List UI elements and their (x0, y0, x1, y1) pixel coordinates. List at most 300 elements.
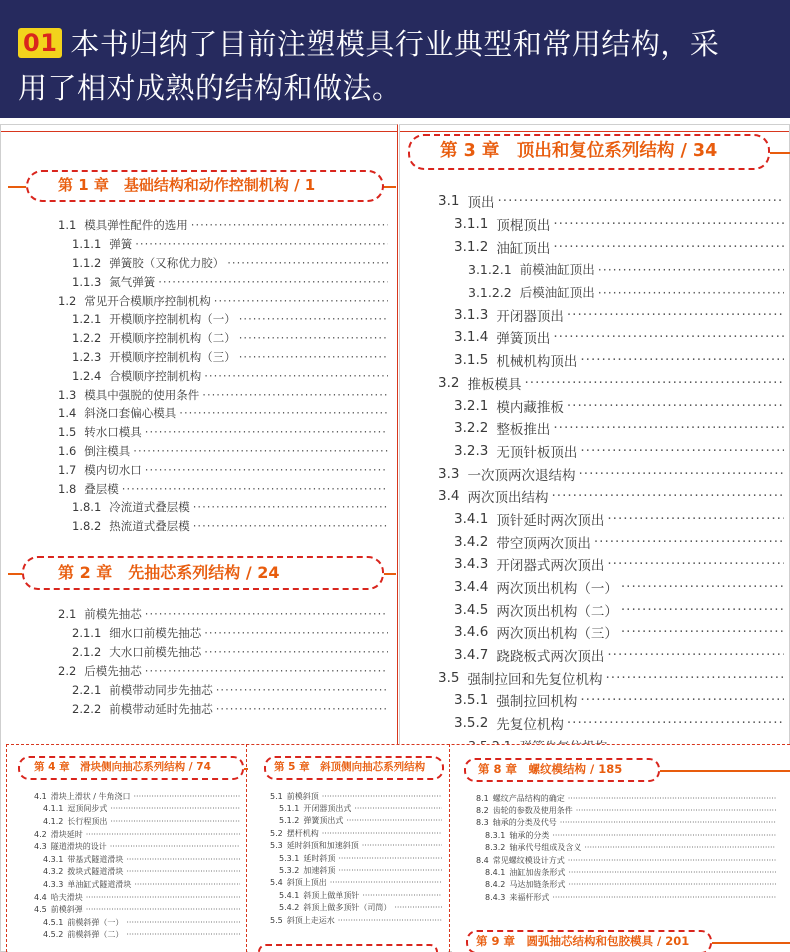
toc-leader-dots (621, 602, 784, 618)
toc-entry-number: 2.1.2 (72, 644, 102, 659)
toc-entry (58, 235, 388, 254)
toc-leader-dots (607, 647, 784, 663)
toc-entry-title: 滑块上滑状 / 牛角浇口 (50, 791, 131, 801)
toc-entry-title: 前模油缸顶出 (519, 262, 595, 278)
banner-line-2: 用了相对成熟的结构和做法。 (18, 71, 402, 105)
toc-leader-dots (568, 868, 776, 877)
banner-text-1: 本书归纳了目前注塑模具行业典型和常用结构，采 (70, 27, 720, 61)
toc-entry-number: 3.3 (438, 465, 460, 482)
toc-entry (58, 404, 388, 423)
chapter-5-heading: 第 5 章 斜顶侧向抽芯系列结构 (264, 756, 444, 780)
toc-entry-number: 5.4.1 (279, 890, 300, 900)
toc-entry-title: 摆杆机构 (286, 828, 319, 838)
toc-leader-dots (191, 218, 388, 232)
toc-entry-title: 带基式隧道滑块 (67, 854, 124, 864)
toc-entry-title: 延时斜顶 (303, 853, 336, 863)
toc-entry-title: 跷跷板式两次顶出 (496, 649, 605, 666)
toc-leader-dots (214, 294, 388, 308)
toc-entry-number: 5.1.2 (279, 816, 300, 826)
toc-entry-title: 开模顺序控制机构（三） (109, 349, 236, 364)
toc-leader-dots (580, 443, 784, 459)
toc-entry-number: 3.1.3 (454, 306, 489, 323)
toc-entry-number: 1.2.3 (72, 349, 102, 364)
toc-entry-title: 叠层模 (84, 481, 119, 496)
toc-leader-dots (553, 216, 784, 232)
toc-entry (34, 866, 240, 879)
toc-entry-title: 整板推出 (496, 422, 551, 439)
toc-entry-title: 开模顺序控制机构（二） (109, 331, 236, 346)
toc-leader-dots (552, 831, 776, 840)
toc-leader-dots (134, 880, 240, 889)
bottom-divider (6, 744, 790, 745)
page-divider (246, 744, 247, 952)
toc-entry-title: 顶针延时两次顶出 (496, 512, 605, 529)
banner-line-1 (18, 22, 772, 66)
toc-entry (476, 866, 776, 878)
toc-entry (438, 462, 784, 485)
toc-entry-title: 无顶针板顶出 (496, 444, 578, 461)
toc-entry-title: 冷流道式叠层模 (109, 500, 190, 515)
toc-entry-number: 4.5.1 (43, 917, 64, 927)
toc-leader-dots (227, 256, 388, 270)
toc-entry (476, 804, 776, 816)
toc-entry (476, 792, 776, 804)
toc-leader-dots (568, 794, 776, 803)
toc-entry-title: 齿轮的参数及使用条件 (492, 806, 573, 816)
toc-entry-title: 前模斜弹（一） (67, 917, 124, 927)
toc-leader-dots (560, 818, 776, 827)
toc-entry (34, 803, 240, 816)
toc-leader-dots (179, 406, 388, 420)
toc-entry-title: 加速斜顶 (303, 866, 336, 876)
toc-entry-title: 模内藏推板 (496, 399, 564, 416)
toc-entry (438, 258, 784, 281)
chapter-2-toc (58, 604, 388, 718)
toc-entry-title: 隧道滑块的设计 (50, 842, 107, 852)
toc-entry-number: 8.4.1 (485, 868, 506, 878)
chapter-4-heading: 第 4 章 滑块侧向抽芯系列结构 / 74 (18, 756, 244, 780)
toc-leader-dots (126, 918, 240, 927)
toc-entry-title: 模具中强脱的使用条件 (84, 387, 200, 402)
toc-entry (58, 680, 388, 699)
toc-entry-title: 顶出 (467, 195, 495, 212)
toc-entry-title: 油缸顶出 (496, 240, 551, 257)
toc-leader-dots (239, 350, 388, 364)
toc-entry (438, 349, 784, 372)
toc-entry-number: 3.4.4 (454, 579, 489, 596)
toc-entry-number: 3.1.5 (454, 352, 489, 369)
toc-entry-title: 大水口前模先抽芯 (109, 644, 202, 659)
toc-entry-title: 前模先抽芯 (84, 606, 142, 621)
toc-entry-title: 前模斜弹 (50, 905, 83, 915)
toc-leader-dots (354, 804, 442, 813)
chapter-8-toc (476, 792, 776, 904)
toc-entry-title: 两次顶出机构（二） (496, 603, 618, 620)
toc-entry-title: 一次顶两次退结构 (467, 467, 576, 484)
toc-entry-title: 两次顶出结构 (467, 490, 549, 507)
toc-entry-number: 1.1.3 (72, 274, 102, 289)
toc-entry-number: 4.5 (34, 905, 47, 915)
toc-entry-title: 前模带动延时先抽芯 (109, 701, 213, 716)
toc-entry-number: 1.8 (58, 481, 77, 496)
toc-entry-title: 斜顶上顶出 (286, 878, 327, 888)
toc-entry-title: 合模顺序控制机构 (109, 368, 202, 383)
toc-entry-number: 1.6 (58, 443, 77, 458)
toc-leader-dots (607, 556, 784, 572)
toc-entry (270, 840, 442, 852)
toc-entry-number: 1.2.4 (72, 368, 102, 383)
toc-entry (438, 644, 784, 667)
chapter-rule (712, 942, 790, 944)
toc-entry-title: 强制拉回和先复位机构 (467, 671, 603, 688)
toc-entry-title: 弹簧顶出 (496, 331, 551, 348)
toc-entry (438, 485, 784, 508)
toc-entry (438, 303, 784, 326)
toc-entry (270, 877, 442, 889)
toc-entry-title: 来福杆形式 (509, 892, 550, 902)
toc-entry-title: 轴承的分类 (509, 830, 550, 840)
toc-leader-dots (145, 664, 388, 678)
toc-entry-title: 轴承代号组成及含义 (509, 843, 582, 853)
toc-entry-number: 5.4 (270, 878, 283, 888)
toc-entry-title: 前模斜顶 (286, 791, 319, 801)
toc-leader-dots (621, 579, 784, 595)
toc-entry-number: 4.3.1 (43, 854, 64, 864)
chapter-3-heading: 第 3 章 顶出和复位系列结构 / 34 (408, 134, 770, 170)
toc-entry-title: 马达加链条形式 (509, 880, 566, 890)
toc-entry-title: 两次顶出机构（一） (496, 581, 618, 598)
toc-leader-dots (135, 237, 388, 251)
toc-entry (270, 914, 442, 926)
toc-entry (58, 661, 388, 680)
toc-entry (58, 348, 388, 367)
toc-entry-title: 哈夫滑块 (50, 892, 83, 902)
toc-entry (438, 281, 784, 304)
toc-leader-dots (584, 843, 776, 852)
toc-entry (438, 190, 784, 213)
toc-leader-dots (204, 369, 388, 383)
toc-leader-dots (524, 375, 784, 391)
chapter-9-heading: 第 9 章 圆弧抽芯结构和包胶模具 / 201 (466, 930, 712, 952)
toc-entry (34, 903, 240, 916)
toc-leader-dots (553, 329, 784, 345)
toc-entry-number: 3.5.1 (454, 692, 489, 709)
toc-entry (58, 479, 388, 498)
toc-entry-title: 前模带动同步先抽芯 (109, 682, 213, 697)
toc-leader-dots (598, 262, 784, 277)
toc-leader-dots (239, 331, 388, 345)
toc-entry-title: 常见螺纹模设计方式 (492, 855, 565, 865)
toc-leader-dots (193, 519, 388, 533)
chapter-rule (770, 152, 790, 154)
toc-entry-number: 3.1.4 (454, 329, 489, 346)
toc-entry-number: 8.4 (476, 855, 489, 865)
toc-entry (438, 689, 784, 712)
chapter-5-toc (270, 790, 442, 926)
toc-entry (58, 623, 388, 642)
toc-leader-dots (202, 388, 388, 402)
toc-entry-number: 1.2.2 (72, 331, 102, 346)
toc-entry-title: 热流道式叠层模 (109, 519, 190, 534)
toc-entry-number: 5.5 (270, 915, 283, 925)
toc-entry (270, 827, 442, 839)
toc-leader-dots (110, 804, 240, 813)
toc-entry (34, 853, 240, 866)
toc-entry-number: 3.4.5 (454, 601, 489, 618)
toc-leader-dots (580, 352, 784, 368)
toc-leader-dots (338, 854, 442, 863)
toc-entry-number: 3.2 (438, 374, 460, 391)
toc-entry (270, 889, 442, 901)
toc-leader-dots (576, 806, 776, 815)
toc-entry-title: 油缸加齿条形式 (509, 868, 566, 878)
toc-entry-number: 8.2 (476, 806, 489, 816)
toc-entry (58, 498, 388, 517)
toc-entry-number: 3.1.1 (454, 216, 489, 233)
header-banner (0, 0, 790, 118)
toc-entry-number: 2.2.1 (72, 682, 102, 697)
toc-entry-number: 2.1.1 (72, 625, 102, 640)
toc-entry-number: 3.2.1 (454, 397, 489, 414)
toc-leader-dots (86, 830, 240, 839)
toc-entry-number: 3.1.2.1 (468, 261, 512, 277)
toc-entry-title: 弹簧顶出式 (303, 816, 344, 826)
toc-entry-title: 开闭器顶出式 (303, 804, 352, 814)
toc-entry-number: 1.2 (58, 293, 77, 308)
toc-entry-title: 螺纹产品结构的确定 (492, 793, 565, 803)
toc-leader-dots (216, 683, 388, 697)
page-divider (6, 744, 7, 952)
toc-entry (34, 815, 240, 828)
toc-entry (34, 840, 240, 853)
toc-entry-number: 3.1.2 (454, 238, 489, 255)
toc-entry (438, 372, 784, 395)
toc-entry-title: 带空顶两次顶出 (496, 535, 591, 552)
toc-leader-dots (578, 466, 784, 482)
chapter-4-toc (34, 790, 240, 941)
toc-entry-title: 后模油缸顶出 (519, 285, 595, 301)
chapter-8-heading: 第 8 章 螺纹模结构 / 185 (464, 758, 660, 782)
toc-entry (58, 272, 388, 291)
chapter-1-toc (58, 216, 388, 536)
toc-entry-title: 模内切水口 (84, 462, 142, 477)
toc-entry (438, 417, 784, 440)
toc-entry (58, 517, 388, 536)
toc-entry (34, 891, 240, 904)
toc-entry-title: 前模斜弹（二） (67, 930, 124, 940)
toc-entry (438, 213, 784, 236)
toc-leader-dots (86, 893, 240, 902)
toc-entry-number: 4.1.2 (43, 816, 64, 826)
toc-leader-dots (145, 425, 388, 439)
toc-entry (438, 576, 784, 599)
toc-leader-dots (330, 878, 442, 887)
toc-entry-number: 3.4.1 (454, 510, 489, 527)
toc-entry-number: 5.1.1 (279, 804, 300, 814)
toc-entry (58, 423, 388, 442)
toc-entry-number: 8.3.1 (485, 830, 506, 840)
toc-leader-dots (86, 905, 240, 914)
toc-entry-number: 4.4 (34, 892, 47, 902)
toc-entry-number: 1.8.2 (72, 519, 102, 534)
toc-entry (58, 310, 388, 329)
toc-entry (58, 216, 388, 235)
toc-entry (476, 829, 776, 841)
toc-entry-number: 1.8.1 (72, 500, 102, 515)
toc-leader-dots (567, 307, 784, 323)
toc-entry-title: 两次顶出机构（三） (496, 626, 618, 643)
toc-entry-number: 3.5.2 (454, 715, 489, 732)
toc-entry-number: 1.7 (58, 462, 77, 477)
toc-leader-dots (145, 463, 388, 477)
toc-entry-title: 弹簧胶（又称优力胶） (109, 255, 225, 270)
toc-entry-number: 3.4.2 (454, 533, 489, 550)
toc-entry-number: 4.1.1 (43, 804, 64, 814)
toc-leader-dots (346, 816, 442, 825)
toc-entry-number: 3.4 (438, 488, 460, 505)
toc-entry-number: 5.4.2 (279, 903, 300, 913)
toc-entry (34, 929, 240, 942)
toc-entry-number: 2.2 (58, 663, 77, 678)
toc-entry-number: 3.1 (438, 193, 460, 210)
toc-entry-title: 后模先抽芯 (84, 663, 142, 678)
toc-entry (476, 817, 776, 829)
toc-entry-title: 弹簧 (109, 237, 133, 252)
toc-leader-dots (338, 866, 442, 875)
toc-entry-title: 细水口前模先抽芯 (109, 625, 202, 640)
toc-entry-title: 开闭器顶出 (496, 308, 564, 325)
toc-entry-title: 模具弹性配件的选用 (84, 218, 188, 233)
toc-entry-number: 1.5 (58, 425, 77, 440)
toc-entry-number: 8.3 (476, 818, 489, 828)
toc-leader-dots (394, 903, 442, 912)
toc-leader-dots (598, 285, 784, 300)
toc-entry-title: 先复位机构 (496, 717, 564, 734)
toc-leader-dots (110, 817, 240, 826)
toc-entry (438, 326, 784, 349)
toc-entry (58, 442, 388, 461)
toc-entry (438, 530, 784, 553)
toc-entry-number: 3.2.3 (454, 442, 489, 459)
toc-entry-number: 3.4.3 (454, 556, 489, 573)
toc-entry-number: 4.2 (34, 829, 47, 839)
toc-entry-title: 拨块式隧道滑块 (67, 867, 124, 877)
toc-entry (476, 879, 776, 891)
toc-entry (270, 852, 442, 864)
page-top-border (400, 131, 789, 132)
toc-entry-number: 4.1 (34, 791, 47, 801)
chapter-6-heading-clipped (258, 944, 438, 952)
toc-leader-dots (134, 792, 240, 801)
toc-leader-dots (552, 893, 776, 902)
toc-entry-number: 1.1 (58, 218, 77, 233)
chapter-rule (660, 770, 790, 772)
chapter-rule (244, 768, 248, 770)
toc-entry-title: 斜顶上做单顶针 (303, 890, 360, 900)
toc-entry (58, 254, 388, 273)
toc-entry-number: 5.3.1 (279, 853, 300, 863)
toc-entry-number: 3.4.7 (454, 647, 489, 664)
toc-entry-title: 开闭器式两次顶出 (496, 558, 605, 575)
toc-entry-number: 2.2.2 (72, 701, 102, 716)
toc-entry-title: 强制拉回机构 (496, 694, 578, 711)
toc-entry-number: 8.4.2 (485, 880, 506, 890)
toc-entry-title: 滑块延时 (50, 829, 83, 839)
toc-leader-dots (362, 891, 442, 900)
toc-entry (34, 790, 240, 803)
toc-entry (438, 394, 784, 417)
toc-leader-dots (497, 193, 784, 209)
toc-entry (270, 790, 442, 802)
toc-leader-dots (110, 842, 240, 851)
chapter-2-heading: 第 2 章 先抽芯系列结构 / 24 (22, 556, 384, 590)
toc-entry-number: 3.5 (438, 669, 460, 686)
toc-entry-number: 1.2.1 (72, 312, 102, 327)
toc-entry-title: 转水口模具 (84, 425, 142, 440)
toc-entry-number: 8.1 (476, 793, 489, 803)
toc-entry-title: 长行程顶出 (67, 816, 108, 826)
toc-entry (476, 842, 776, 854)
toc-leader-dots (126, 855, 240, 864)
toc-entry-title: 顶棍顶出 (496, 218, 551, 235)
toc-leader-dots (553, 239, 784, 255)
toc-leader-dots (567, 715, 784, 731)
toc-entry-title: 斜浇口套偏心模具 (84, 406, 177, 421)
toc-entry-title: 机械机构顶出 (496, 354, 578, 371)
toc-leader-dots (193, 500, 388, 514)
toc-leader-dots (204, 626, 388, 640)
toc-leader-dots (607, 511, 784, 527)
toc-entry-number: 1.4 (58, 406, 77, 421)
toc-entry-number: 5.1 (270, 791, 283, 801)
toc-leader-dots (216, 702, 388, 716)
toc-entry-number: 8.4.3 (485, 892, 506, 902)
toc-leader-dots (621, 624, 784, 640)
toc-leader-dots (338, 916, 442, 925)
toc-entry (34, 828, 240, 841)
number-badge: 01 (18, 28, 62, 58)
toc-entry (270, 864, 442, 876)
toc-entry (34, 916, 240, 929)
toc-entry (58, 291, 388, 310)
toc-leader-dots (322, 829, 442, 838)
toc-entry-number: 3.2.2 (454, 420, 489, 437)
toc-entry-number: 4.5.2 (43, 930, 64, 940)
toc-entry-title: 斜顶上做多顶针（司筒） (303, 903, 392, 913)
toc-entry (58, 460, 388, 479)
toc-entry-title: 逗顶间步式 (67, 804, 108, 814)
toc-entry (270, 802, 442, 814)
toc-entry-title: 氮气弹簧 (109, 274, 156, 289)
toc-entry (438, 235, 784, 258)
toc-entry (270, 902, 442, 914)
toc-leader-dots (362, 841, 442, 850)
toc-entry-title: 斜顶上走运水 (286, 915, 335, 925)
toc-entry-title: 开模顺序控制机构（一） (109, 312, 236, 327)
toc-entry-number: 1.1.2 (72, 255, 102, 270)
toc-entry (438, 440, 784, 463)
toc-entry-number: 1.3 (58, 387, 77, 402)
toc-entry (438, 712, 784, 735)
toc-entry-title: 推板模具 (467, 376, 522, 393)
page-top-border (1, 131, 397, 132)
page-divider (449, 744, 450, 952)
chapter-3-toc (438, 190, 784, 757)
toc-leader-dots (239, 312, 388, 326)
toc-leader-dots (145, 607, 388, 621)
toc-entry-title: 倒注模具 (84, 443, 131, 458)
toc-leader-dots (553, 420, 784, 436)
